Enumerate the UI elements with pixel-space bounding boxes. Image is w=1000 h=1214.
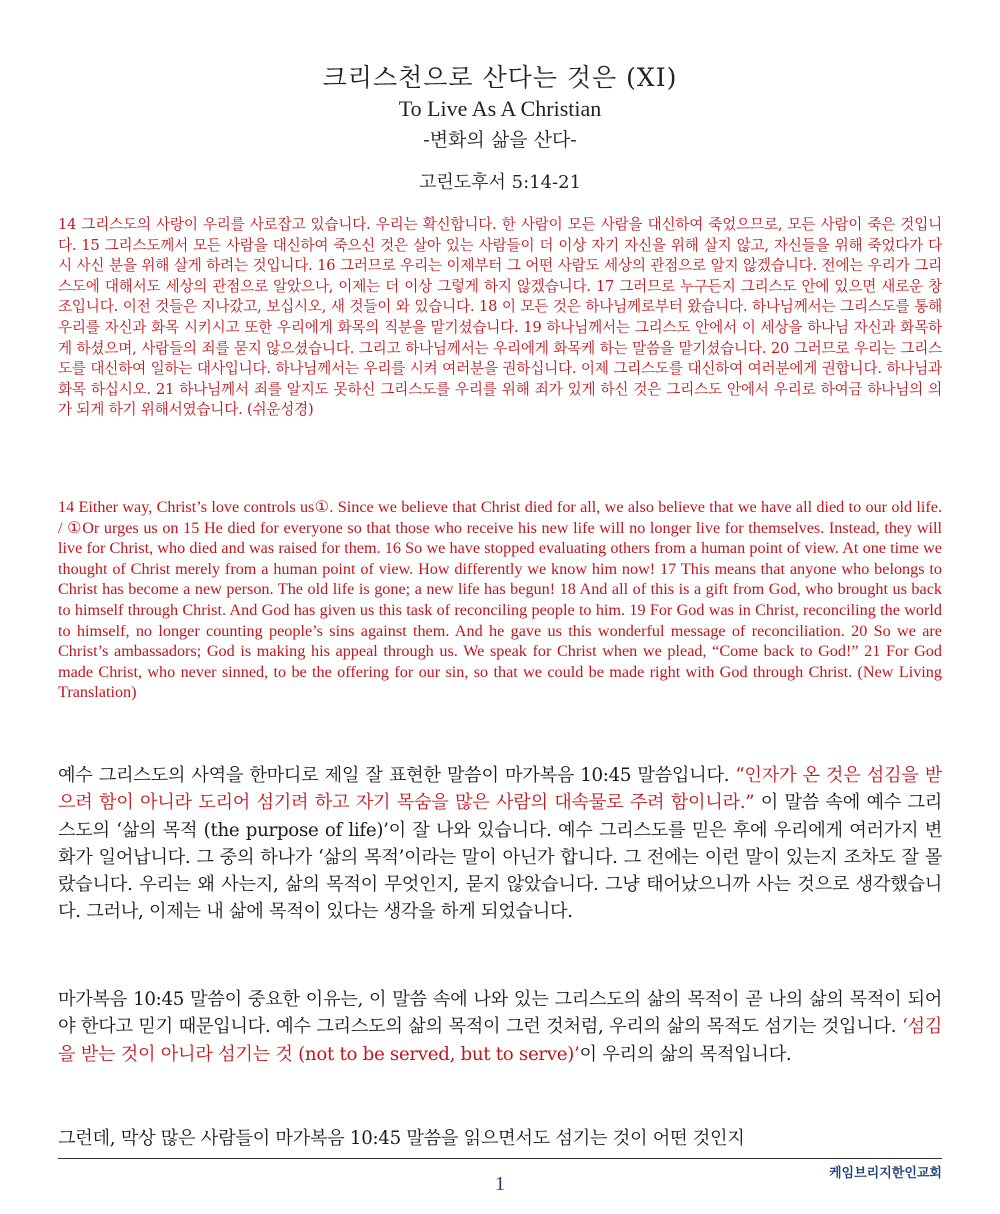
page-subtitle: To Live As A Christian bbox=[398, 96, 602, 121]
page-subtitle-korean: -변화의 삶을 산다- bbox=[423, 129, 577, 151]
scripture-reference: 고린도후서 5:14-21 bbox=[418, 172, 582, 193]
footer-divider bbox=[58, 1158, 942, 1159]
church-name: 케임브리지한인교회 bbox=[828, 1166, 942, 1181]
paragraph-1-text-a: 예수 그리스도의 사역을 한마디로 제일 잘 표현한 말씀이 마가복음 10:45 말씀입니다. bbox=[58, 765, 736, 786]
paragraph-3: 그런데, 막상 많은 사람들이 마가복음 10:45 말씀을 읽으면서도 섬기는 것이 어떤 것인지 bbox=[58, 1128, 745, 1149]
page-number: 1 bbox=[495, 1173, 505, 1195]
paragraph-2 bbox=[58, 986, 942, 1068]
scripture-english: 14 Either way, Christ’s love controls us①. Since we believe that Christ died for all, we also believe that we have all died to our old life. / ①Or urges us on 15 He died for everyone so that those who receive his new life will no longer live for themselves. Instead, they will live for Christ, who died and was raised for them. 16 So we have stopped evaluating others from a human point of view. At one time we thought of Christ merely from a human point of view. How differently we know him now! 17 This means that anyone who belongs to Christ has become a new person. The old life is gone; a new life has begun! 18 And all of this is a gift from God, who brought us back to himself through Christ. And God has given us this task of reconciling people to him. 19 For God was in Christ, reconciling the world to himself, no longer counting people’s sins against them. And he gave us this wonderful message of reconciliation. 20 So we are Christ’s ambassadors; God is making his appeal through us. We speak for Christ when we plead, “Come back to God!” 21 For God made Christ, who never sinned, to be the offering for our sin, so that we could be made right with God through Christ. (New Living Translation) bbox=[58, 498, 942, 702]
paragraph-2-text-b: 이 우리의 삶의 목적입니다. bbox=[579, 1043, 792, 1065]
paragraph-1 bbox=[58, 762, 942, 926]
scripture-korean: 14 그리스도의 사랑이 우리를 사로잡고 있습니다. 우리는 확신합니다. 한 사람이 모든 사람을 대신하여 죽었으므로, 모든 사람이 죽은 것입니다. 15 그리스도께서 모든 사람을 대신하여 죽으신 것은 살아 있는 사람들이 더 이상 자기 자신을 위해 살지 않고, 자신들을 위해 죽었다가 다시 사신 분을 위해 살게 하려는 것입니다. 16 그러므로 우리는 이제부터 그 어떤 사람도 세상의 관점으로 알지 않겠습니다. 전에는 우리가 그리스도에 대해서도 세상의 관점으로 알았으나, 이제는 더 이상 그렇게 하지 않겠습니다. 17 그러므로 누구든지 그리스도 안에 있으면 새로운 창조입니다. 이전 것들은 지나갔고, 보십시오, 새 것들이 와 있습니다. 18 이 모든 것은 하나님께로부터 왔습니다. 하나님께서는 그리스도를 통해 우리를 자신과 화목 시키시고 또한 우리에게 화목의 직분을 맡기셨습니다. 19 하나님께서는 그리스도 안에서 이 세상을 하나님 자신과 화목하게 하셨으며, 사람들의 죄를 묻지 않으셨습니다. 그리고 하나님께서는 우리에게 화목케 하는 말씀을 맡기셨습니다. 20 그러므로 우리는 그리스도를 대신하여 일하는 대사입니다. 하나님께서는 우리를 시켜 여러분을 권하십니다. 이제 그리스도를 대신하여 여러분에게 권합니다. 하나님과 화목 하십시오. 21 하나님께서 죄를 알지도 못하신 그리스도를 우리를 위해 죄가 있게 하신 것은 그리스도 안에서 우리로 하여금 하나님의 의가 되게 하기 위해서였습니다. (쉬운성경) bbox=[58, 216, 942, 419]
paragraph-2-quote: ‘섬김을 받는 것이 아니라 섬기는 것 (not to be served, but to serve)’ bbox=[58, 1016, 942, 1065]
paragraph-2-text-a: 마가복음 10:45 말씀이 중요한 이유는, 이 말씀 속에 나와 있는 그리스도의 삶의 목적이 곧 나의 삶의 목적이 되어야 한다고 믿기 때문입니다. 예수 그리스도의 삶의 목적이 그런 것처럼, 우리의 삶의 목적도 섬기는 것입니다. bbox=[58, 989, 942, 1038]
paragraph-1-text-b: 이 말씀 속에 예수 그리스도의 ‘삶의 목적 (the purpose of life)’이 잘 나와 있습니다. 예수 그리스도를 믿은 후에 우리에게 여러가지 변화가 일어납니다. 그 중의 하나가 ‘삶의 목적’이라는 말이 아닌가 합니다. 그 전에는 이런 말이 있는지 조차도 잘 몰랐습니다. 우리는 왜 사는지, 삶의 목적이 무엇인지, 묻지 않았습니다. 그냥 태어났으니까 사는 것으로 생각했습니다. 그러나, 이제는 내 삶에 목적이 있다는 생각을 하게 되었습니다. bbox=[58, 792, 942, 923]
page-title: 크리스천으로 산다는 것은 (XI) bbox=[322, 63, 678, 92]
paragraph-1-quote: “인자가 온 것은 섬김을 받으려 함이 아니라 도리어 섬기려 하고 자기 목숨을 많은 사람의 대속물로 주려 함이니라.” bbox=[58, 765, 942, 814]
